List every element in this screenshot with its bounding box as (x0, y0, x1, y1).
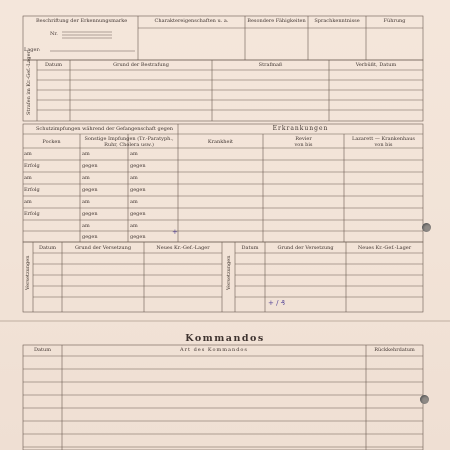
strafen-col-strafmass: Strafmaß (258, 62, 283, 68)
kommandos-col-rueckkehr: Rückkehrdatum (374, 347, 415, 353)
impfung-row-mid: am (82, 199, 90, 205)
erkrankungen-lazarett-von-bis: von bis (374, 142, 393, 148)
versetzungen-side-label-left: Versetzungen (25, 255, 31, 290)
impfung-row-right: am (130, 199, 138, 205)
impfung-sonstige: Sonstige Impfungen (Tr.-Paratyph., Ruhr, Cholera usw.) (84, 136, 174, 148)
punch-hole-upper (422, 223, 431, 232)
impfung-row-right: gegen (130, 234, 146, 240)
impfung-row-mid: gegen (82, 163, 98, 169)
strafen-col-grund: Grund der Bestrafung (113, 62, 169, 68)
impfung-row-right: am (130, 223, 138, 229)
impfung-row-left: Erfolg (24, 163, 40, 169)
erkrankungen-revier: Revier (295, 136, 312, 142)
label-sprach: Sprachkenntnisse (314, 18, 360, 24)
impfung-row-mid: am (82, 223, 90, 229)
versetzungen-col-grund: Grund der Versetzung (74, 245, 132, 251)
impfung-row-left: Erfolg (24, 187, 40, 193)
erkrankungen-lazarett: Lazarett — Krankenhaus (352, 136, 415, 142)
strafen-side-label: Strafen im Kr.-Gef.-Lager (26, 51, 32, 115)
impfung-row-left: Erfolg (24, 211, 40, 217)
handwritten-mark-2: + / ₰ (268, 299, 286, 307)
impfung-row-right: am (130, 151, 138, 157)
versetzungen-col-lager: Neues Kr.-Gef.-Lager (156, 245, 210, 251)
kommandos-col-datum: Datum (34, 347, 51, 353)
punch-hole-lower (420, 395, 429, 404)
impfung-row-left: am (24, 175, 32, 181)
impfung-row-right: gegen (130, 211, 146, 217)
impfung-row-mid: am (82, 175, 90, 181)
versetzungen-col-lager-2: Neues Kr.-Gef.-Lager (357, 245, 412, 251)
strafen-col-verbuesst: Verbüßt, Datum (355, 62, 397, 68)
erkrankungen-krankheit: Krankheit (207, 139, 234, 145)
impfung-row-mid: am (82, 151, 90, 157)
kommandos-col-art: Art des Kommandos (180, 347, 248, 353)
impfung-row-right: gegen (130, 163, 146, 169)
versetzungen-col-datum: Datum (39, 245, 56, 251)
fold-crease (0, 320, 450, 322)
impfung-row-right: am (130, 175, 138, 181)
versetzungen-col-grund-2: Grund der Versetzung (277, 245, 334, 251)
label-beschriftung: Beschriftung der Erkennungsmarke (36, 18, 128, 24)
kommandos-title: Kommandos (185, 333, 265, 344)
impfung-row-left: am (24, 151, 32, 157)
impfung-heading: Schutzimpfungen während der Gefangenschaft gegen (36, 126, 174, 132)
impfung-row-mid: gegen (82, 187, 98, 193)
strafen-col-datum: Datum (45, 62, 62, 68)
label-nr: Nr. (50, 31, 58, 37)
erkrankungen-revier-von-bis: von bis (294, 142, 313, 148)
impfung-row-mid: gegen (82, 211, 98, 217)
erkrankungen-heading: Erkrankungen (272, 125, 329, 132)
label-besondere: Besondere Fähigkeiten (247, 18, 306, 24)
label-lager: Lager: (24, 47, 41, 53)
versetzungen-col-datum-2: Datum (241, 245, 259, 251)
versetzungen-side-label-right: Versetzungen (226, 255, 232, 290)
label-fuehrung: Führung (383, 18, 406, 24)
impfung-pocken: Pocken (42, 139, 61, 145)
impfung-row-left: am (24, 199, 32, 205)
impfung-row-mid: gegen (82, 234, 98, 240)
label-charakter: Charaktereigenschaften u. a. (154, 18, 229, 24)
impfung-row-right: gegen (130, 187, 146, 193)
handwritten-mark-1: + (172, 228, 178, 236)
